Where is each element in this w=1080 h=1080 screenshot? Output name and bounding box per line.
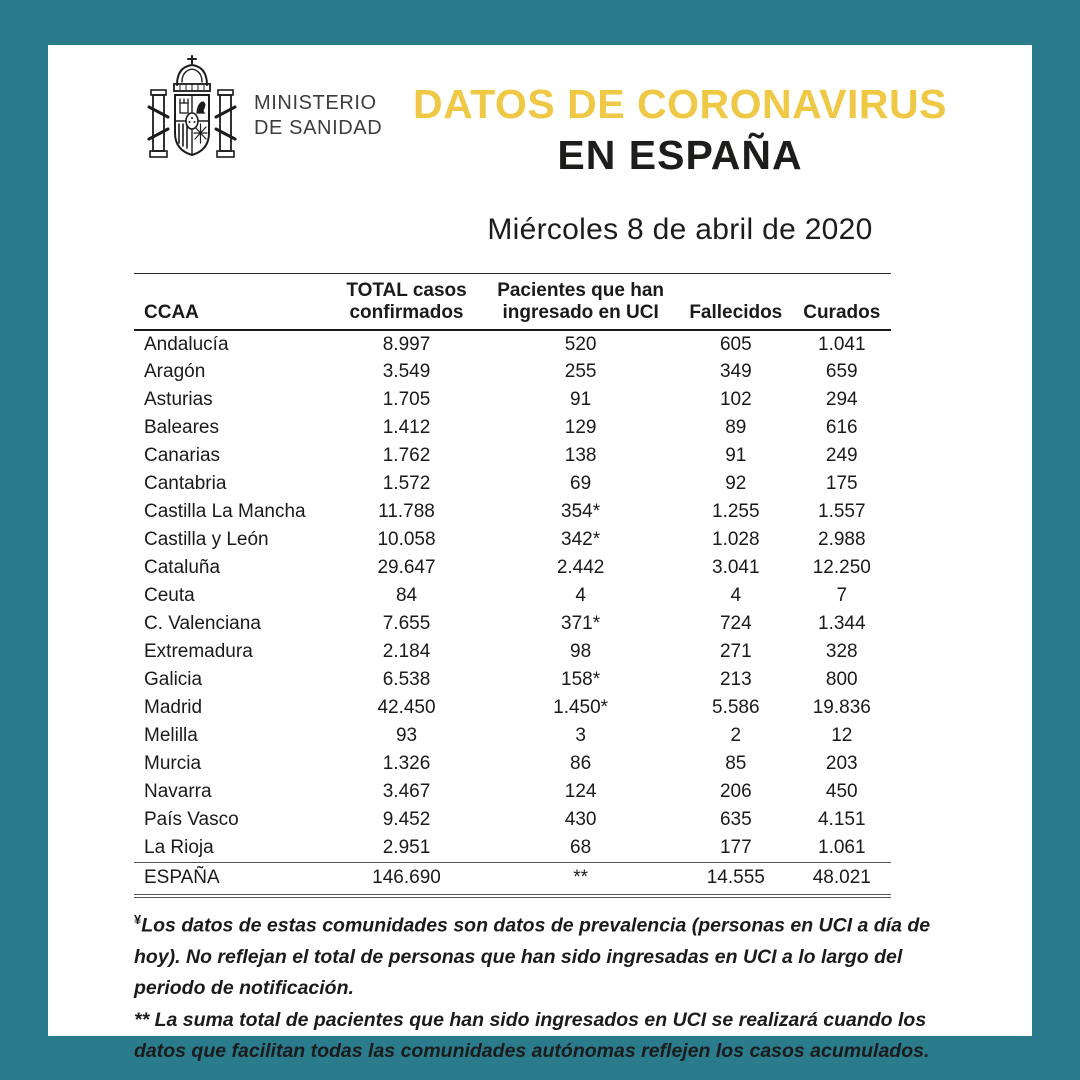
ccaa-cell: Ceuta <box>144 585 195 606</box>
ccaa-cell: Galicia <box>144 669 203 690</box>
value-cell: 249 <box>825 445 858 466</box>
value-cell: 89 <box>725 417 747 438</box>
ccaa-cell: Navarra <box>144 781 212 802</box>
total-confirmados-cell: 146.690 <box>331 862 482 896</box>
value-cell: 4.151 <box>818 809 866 830</box>
footnote-1-text: Los datos de estas comunidades son datos de prevalencia (personas en UCI a día de hoy). No reflejan el total de personas que han sido ingresadas en UCI a lo largo del periodo de notificación. <box>134 914 931 999</box>
value-cell: 1.557 <box>818 501 866 522</box>
col-header-curados: Curados <box>793 274 891 331</box>
value-cell: 3.041 <box>712 557 760 578</box>
ccaa-cell: Murcia <box>144 753 202 774</box>
value-cell: 1.344 <box>818 613 866 634</box>
table-row <box>134 554 891 582</box>
table-row <box>134 414 891 442</box>
date-label: Miércoles 8 de abril de 2020 <box>487 213 873 246</box>
value-cell: 3 <box>575 725 586 746</box>
value-cell: 7.655 <box>382 613 431 634</box>
value-cell: 84 <box>395 585 418 606</box>
table-row <box>134 834 891 862</box>
value-cell: 2.988 <box>818 529 866 550</box>
table-header <box>134 274 891 331</box>
footnote-1-marker: ¥ <box>134 912 142 927</box>
value-cell: 91 <box>570 389 592 410</box>
value-cell: 1.061 <box>818 836 866 858</box>
value-cell: 29.647 <box>377 557 436 578</box>
ccaa-cell: Cantabria <box>144 473 227 494</box>
value-cell: 9.452 <box>382 809 431 830</box>
footnote-1 <box>134 904 934 1004</box>
table-row <box>134 694 891 722</box>
value-cell: 4 <box>730 585 742 606</box>
infographic-card <box>48 45 1032 1062</box>
ccaa-cell: Extremadura <box>144 641 253 662</box>
value-cell: 349 <box>719 361 752 382</box>
table-body <box>134 330 891 862</box>
value-cell: 271 <box>719 641 752 662</box>
value-cell: 158* <box>561 669 601 690</box>
ministry-logo <box>48 55 383 177</box>
value-cell: 605 <box>719 333 752 355</box>
table-row <box>134 330 891 358</box>
value-cell: 102 <box>719 389 752 410</box>
ccaa-cell: Cataluña <box>144 557 221 578</box>
ccaa-cell: Melilla <box>144 725 198 746</box>
value-cell: 1.326 <box>382 753 431 774</box>
value-cell: 7 <box>836 585 848 606</box>
table-row <box>134 610 891 638</box>
value-cell: 11.788 <box>378 501 435 522</box>
value-cell: 255 <box>564 361 597 382</box>
value-cell: 430 <box>564 809 597 830</box>
table-row <box>134 638 891 666</box>
ccaa-cell: Madrid <box>144 697 203 718</box>
value-cell: 1.041 <box>818 333 866 355</box>
ccaa-cell: Canarias <box>144 445 221 466</box>
value-cell: 2.442 <box>556 557 605 578</box>
table-row <box>134 750 891 778</box>
table-row <box>134 806 891 834</box>
value-cell: 1.450* <box>553 697 609 718</box>
title-block <box>348 55 1032 247</box>
footnote-2-marker: ** <box>134 1008 150 1031</box>
value-cell: 294 <box>825 389 858 410</box>
table-row <box>134 442 891 470</box>
ministry-name-line1: MINISTERIO <box>254 92 377 114</box>
value-cell: 328 <box>825 641 858 662</box>
page-subtitle: EN ESPAÑA <box>557 132 803 178</box>
value-cell: 175 <box>825 473 858 494</box>
value-cell: 206 <box>719 781 752 802</box>
value-cell: 616 <box>825 417 858 438</box>
table-row <box>134 526 891 554</box>
ccaa-cell: Andalucía <box>144 333 229 355</box>
value-cell: 520 <box>564 333 597 355</box>
value-cell: 1.412 <box>382 417 431 438</box>
value-cell: 203 <box>825 753 858 774</box>
value-cell: 68 <box>570 836 592 858</box>
covid-data-table <box>134 273 891 898</box>
value-cell: 1.028 <box>712 529 760 550</box>
value-cell: 635 <box>719 809 752 830</box>
value-cell: 12 <box>831 725 853 746</box>
ccaa-cell: Baleares <box>144 417 219 438</box>
ministry-name-line2: DE SANIDAD <box>254 117 383 139</box>
value-cell: 19.836 <box>812 697 871 718</box>
value-cell: 2.184 <box>382 641 431 662</box>
value-cell: 6.538 <box>382 669 431 690</box>
col-header-uci: Pacientes que han ingresado en UCI <box>482 274 679 331</box>
table-row <box>134 358 891 386</box>
ccaa-cell: C. Valenciana <box>144 613 261 634</box>
value-cell: 86 <box>570 753 592 774</box>
value-cell: 800 <box>825 669 858 690</box>
total-uci-cell: ** <box>482 862 679 896</box>
value-cell: 1.572 <box>382 473 431 494</box>
total-row-espana <box>134 862 891 896</box>
table-row <box>134 386 891 414</box>
value-cell: 3.467 <box>382 781 431 802</box>
ccaa-cell: País Vasco <box>144 809 239 830</box>
value-cell: 2.951 <box>382 836 431 858</box>
value-cell: 1.762 <box>382 445 431 466</box>
value-cell: 3.549 <box>382 361 431 382</box>
value-cell: 69 <box>570 473 592 494</box>
table-row <box>134 722 891 750</box>
value-cell: 42.450 <box>377 697 436 718</box>
value-cell: 138 <box>564 445 597 466</box>
table-row <box>134 498 891 526</box>
page-title: DATOS DE CORONAVIRUS <box>413 81 947 127</box>
value-cell: 450 <box>825 781 858 802</box>
ccaa-cell: Aragón <box>144 361 206 382</box>
value-cell: 124 <box>564 781 597 802</box>
table-row <box>134 470 891 498</box>
total-curados-cell: 48.021 <box>793 862 891 896</box>
value-cell: 98 <box>570 641 592 662</box>
value-cell: 8.997 <box>382 333 431 355</box>
value-cell: 12.250 <box>812 557 871 578</box>
value-cell: 129 <box>564 417 597 438</box>
value-cell: 1.255 <box>712 501 760 522</box>
value-cell: 1.705 <box>382 389 431 410</box>
total-fallecidos-cell: 14.555 <box>679 862 793 896</box>
table-row <box>134 778 891 806</box>
footnote-2 <box>134 1005 934 1067</box>
value-cell: 93 <box>395 725 418 746</box>
value-cell: 659 <box>825 361 858 382</box>
ccaa-cell: Castilla y León <box>144 529 269 550</box>
table-row <box>134 582 891 610</box>
footnotes <box>134 904 934 1067</box>
ccaa-cell: Castilla La Mancha <box>144 501 306 522</box>
value-cell: 85 <box>725 753 747 774</box>
value-cell: 2 <box>730 725 742 746</box>
value-cell: 354* <box>561 501 601 522</box>
value-cell: 342* <box>561 529 601 550</box>
value-cell: 371* <box>561 613 601 634</box>
value-cell: 4 <box>575 585 586 606</box>
col-header-ccaa: CCAA <box>134 274 331 331</box>
header-area <box>48 45 1032 247</box>
table-row <box>134 666 891 694</box>
ccaa-cell: Asturias <box>144 389 213 410</box>
total-ccaa-cell: ESPAÑA <box>134 862 331 896</box>
col-header-fallecidos: Fallecidos <box>679 274 793 331</box>
value-cell: 213 <box>719 669 752 690</box>
value-cell: 91 <box>725 445 747 466</box>
value-cell: 724 <box>719 613 752 634</box>
value-cell: 10.058 <box>377 529 436 550</box>
value-cell: 92 <box>725 473 747 494</box>
value-cell: 5.586 <box>712 697 760 718</box>
ccaa-cell: La Rioja <box>144 836 214 858</box>
footnote-2-text: La suma total de pacientes que han sido ingresados en UCI se realizará cuando los datos que facilitan todas las comunidades autónomas reflejen los casos acumulados. <box>134 1008 930 1062</box>
value-cell: 177 <box>719 836 752 858</box>
col-header-confirmados: TOTAL casos confirmados <box>331 274 482 331</box>
spain-coat-of-arms-icon <box>146 55 238 177</box>
